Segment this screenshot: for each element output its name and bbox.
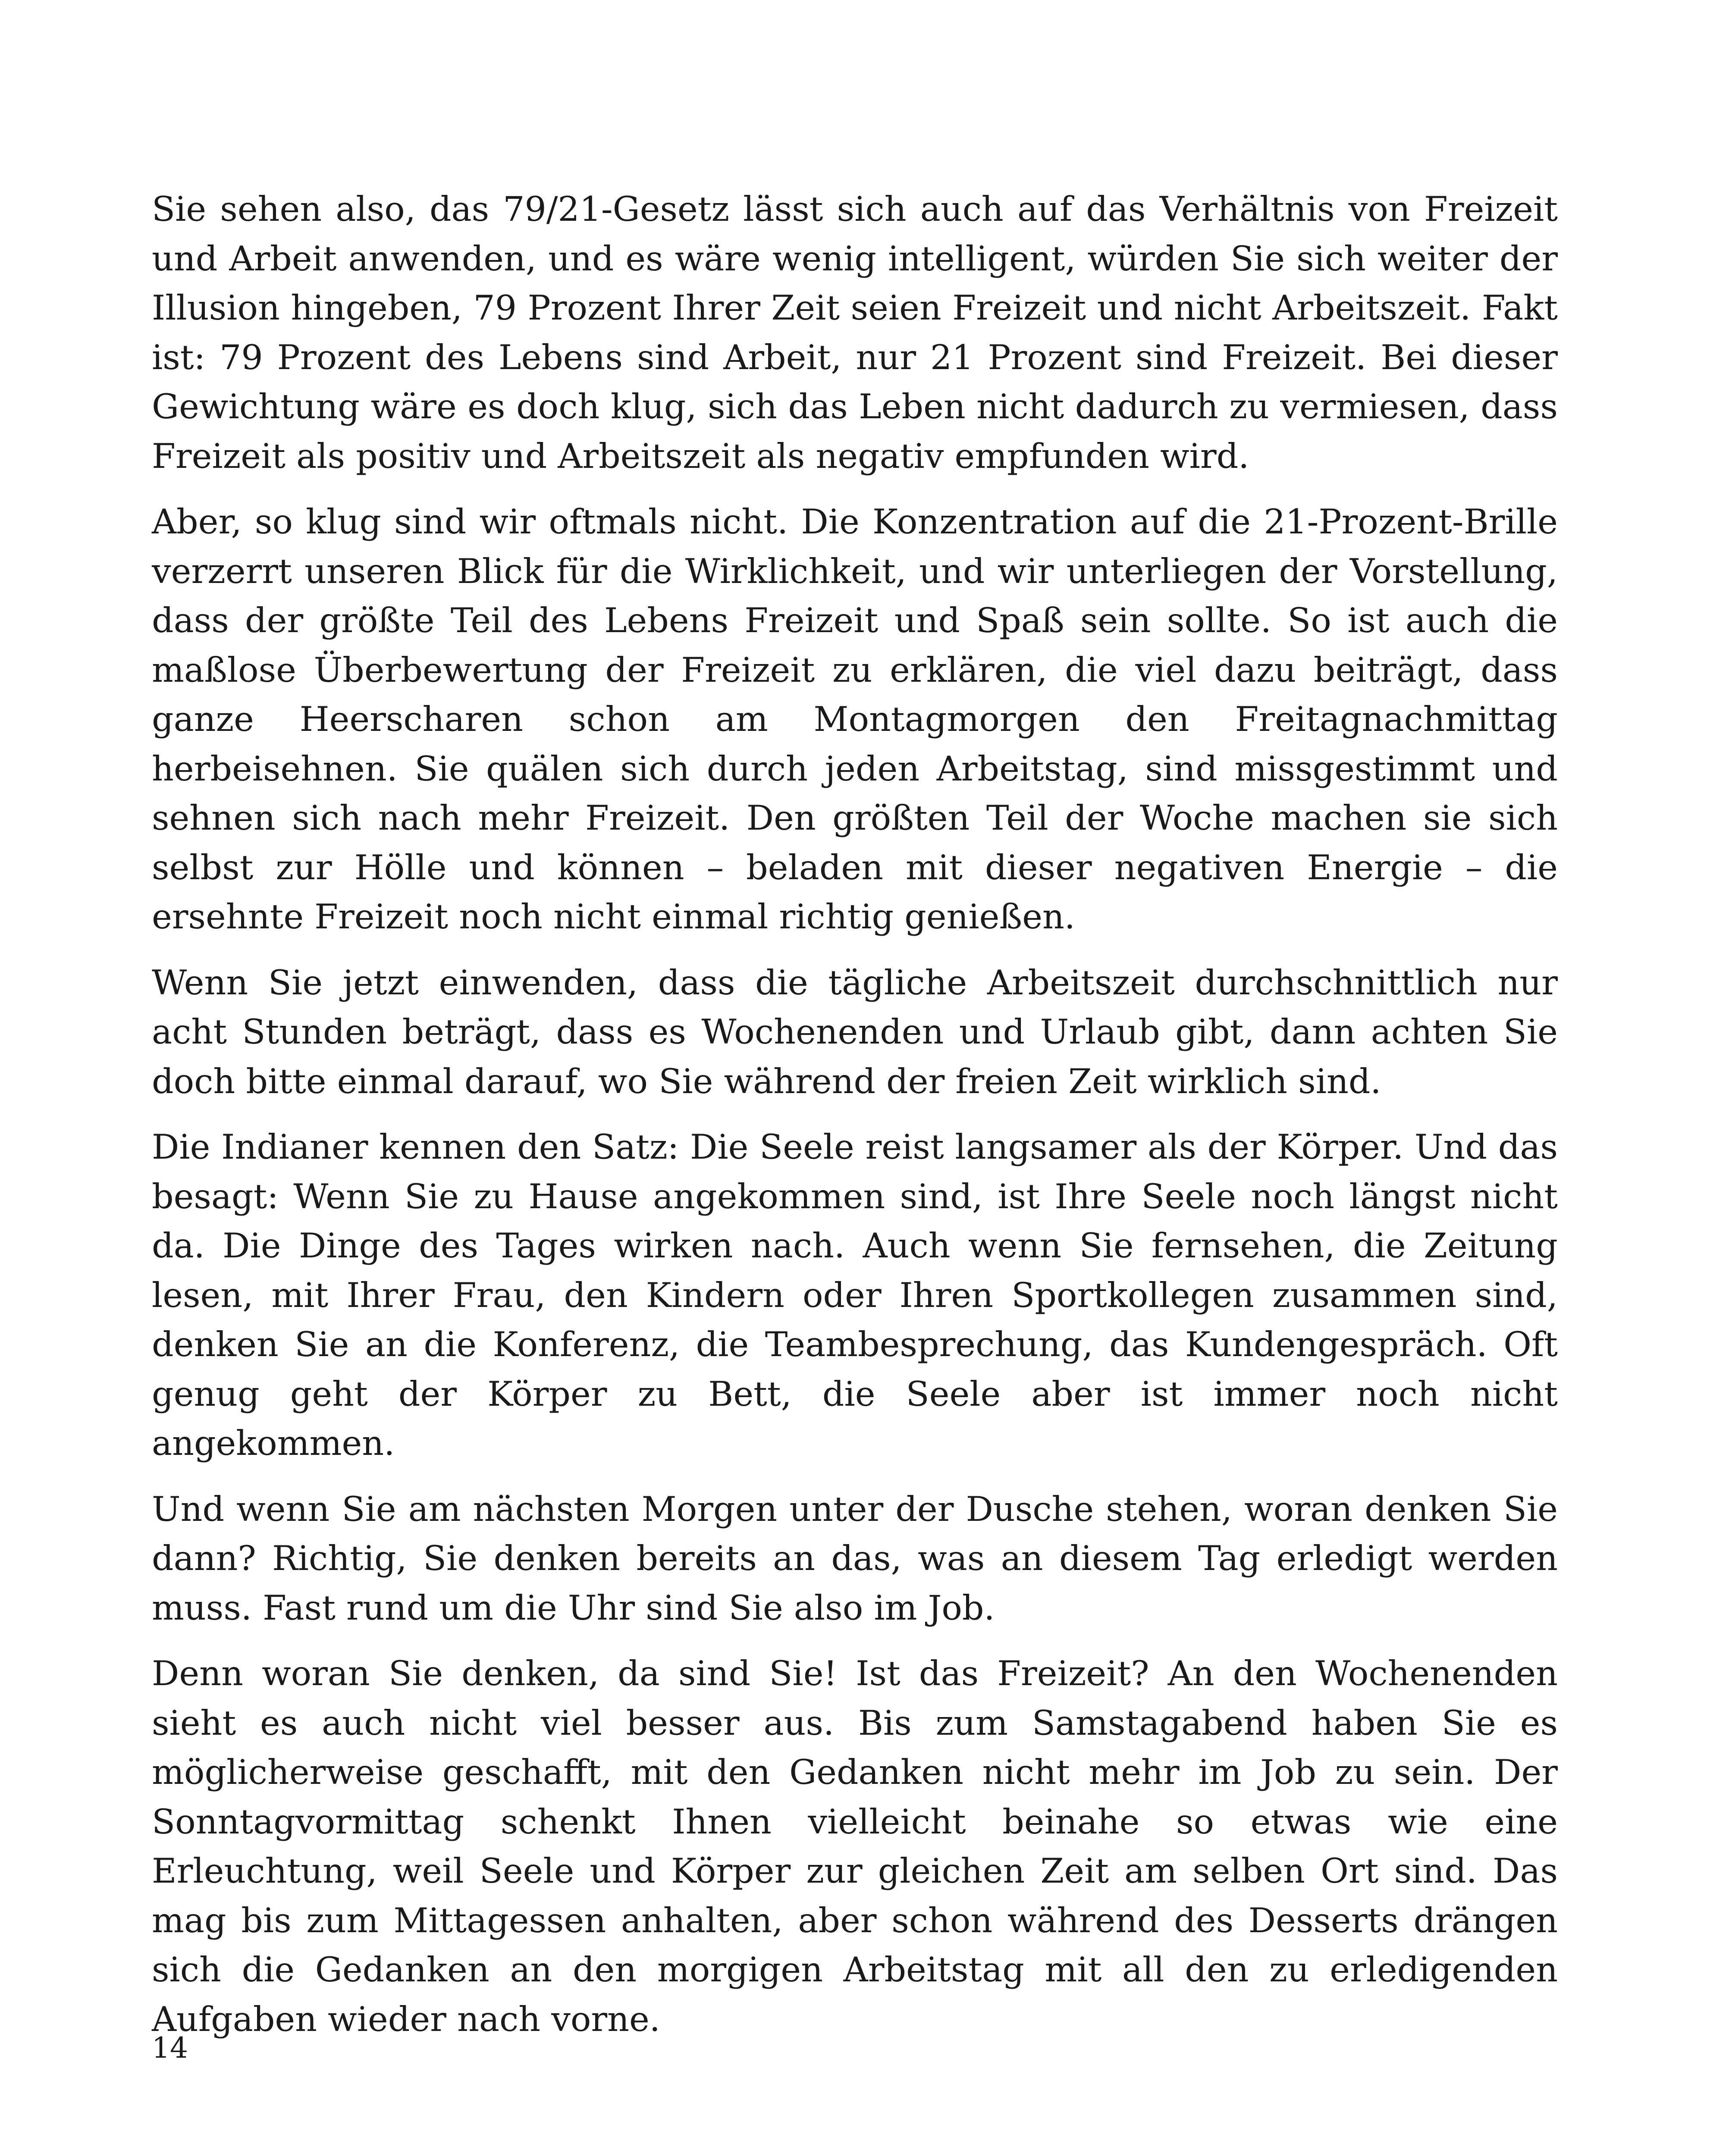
- paragraph-5: Und wenn Sie am nächsten Morgen unter der Dusche stehen, woran denken Sie dann? Richtig, Sie denken bereits an das, was an diesem Tag erledigt werden muss. Fast rund um die Uhr sind Sie also im Job.: [152, 1489, 1558, 1628]
- paragraph-2: Aber, so klug sind wir oftmals nicht. Die Konzentration auf die 21-Prozent-Brille verzerrt unseren Blick für die Wirklichkeit, und wir unterliegen der Vorstellung, dass der größte Teil des Lebens Freizeit und Spaß sein sollte. So ist auch die maßlose Überbewertung der Freizeit zu erklären, die viel dazu beiträgt, dass ganze Heerscharen schon am Montagmorgen den Freitagnachmittag herbeisehnen. Sie quälen sich durch jeden Arbeitstag, sind missgestimmt und sehnen sich nach mehr Freizeit. Den größten Teil der Woche machen sie sich selbst zur Hölle und können – beladen mit dieser negativen Energie – die ersehnte Freizeit noch nicht einmal richtig genießen.: [152, 502, 1558, 937]
- paragraph-4: Die Indianer kennen den Satz: Die Seele reist langsamer als der Körper. Und das besagt: Wenn Sie zu Hause angekommen sind, ist Ihre Seele noch längst nicht da. Die Dinge des Tages wirken nach. Auch wenn Sie fernsehen, die Zeitung lesen, mit Ihrer Frau, den Kindern oder Ihren Sportkollegen zusammen sind, denken Sie an die Konferenz, die Teambesprechung, das Kundengespräch. Oft genug geht der Körper zu Bett, die Seele aber ist immer noch nicht angekommen.: [152, 1127, 1558, 1463]
- body-text: [152, 185, 1558, 2060]
- paragraph-3: Wenn Sie jetzt einwenden, dass die tägliche Arbeitszeit durchschnittlich nur acht Stunden beträgt, dass es Wochenenden und Urlaub gibt, dann achten Sie doch bitte einmal darauf, wo Sie während der freien Zeit wirklich sind.: [152, 962, 1558, 1101]
- paragraph-1: Sie sehen also, das 79/21-Gesetz lässt sich auch auf das Verhältnis von Freizeit und Arbeit anwenden, und es wäre wenig intelligent, würden Sie sich weiter der Illusion hingeben, 79 Prozent Ihrer Zeit seien Freizeit und nicht Arbeitszeit. Fakt ist: 79 Prozent des Lebens sind Arbeit, nur 21 Prozent sind Freizeit. Bei dieser Gewichtung wäre es doch klug, sich das Leben nicht dadurch zu vermiesen, dass Freizeit als positiv und Arbeitszeit als negativ empfunden wird.: [152, 189, 1558, 476]
- page-number: 14: [152, 2031, 188, 2065]
- paragraph-6: Denn woran Sie denken, da sind Sie! Ist das Freizeit? An den Wochenenden sieht es auch nicht viel besser aus. Bis zum Samstagabend haben Sie es möglicherweise geschafft, mit den Gedanken nicht mehr im Job zu sein. Der Sonntagvormittag schenkt Ihnen vielleicht beinahe so etwas wie eine Erleuchtung, weil Seele und Körper zur gleichen Zeit am selben Ort sind. Das mag bis zum Mittagessen anhalten, aber schon während des Desserts drängen sich die Gedanken an den morgigen Arbeitstag mit all den zu erledigenden Aufgaben wieder nach vorne.: [152, 1654, 1558, 2039]
